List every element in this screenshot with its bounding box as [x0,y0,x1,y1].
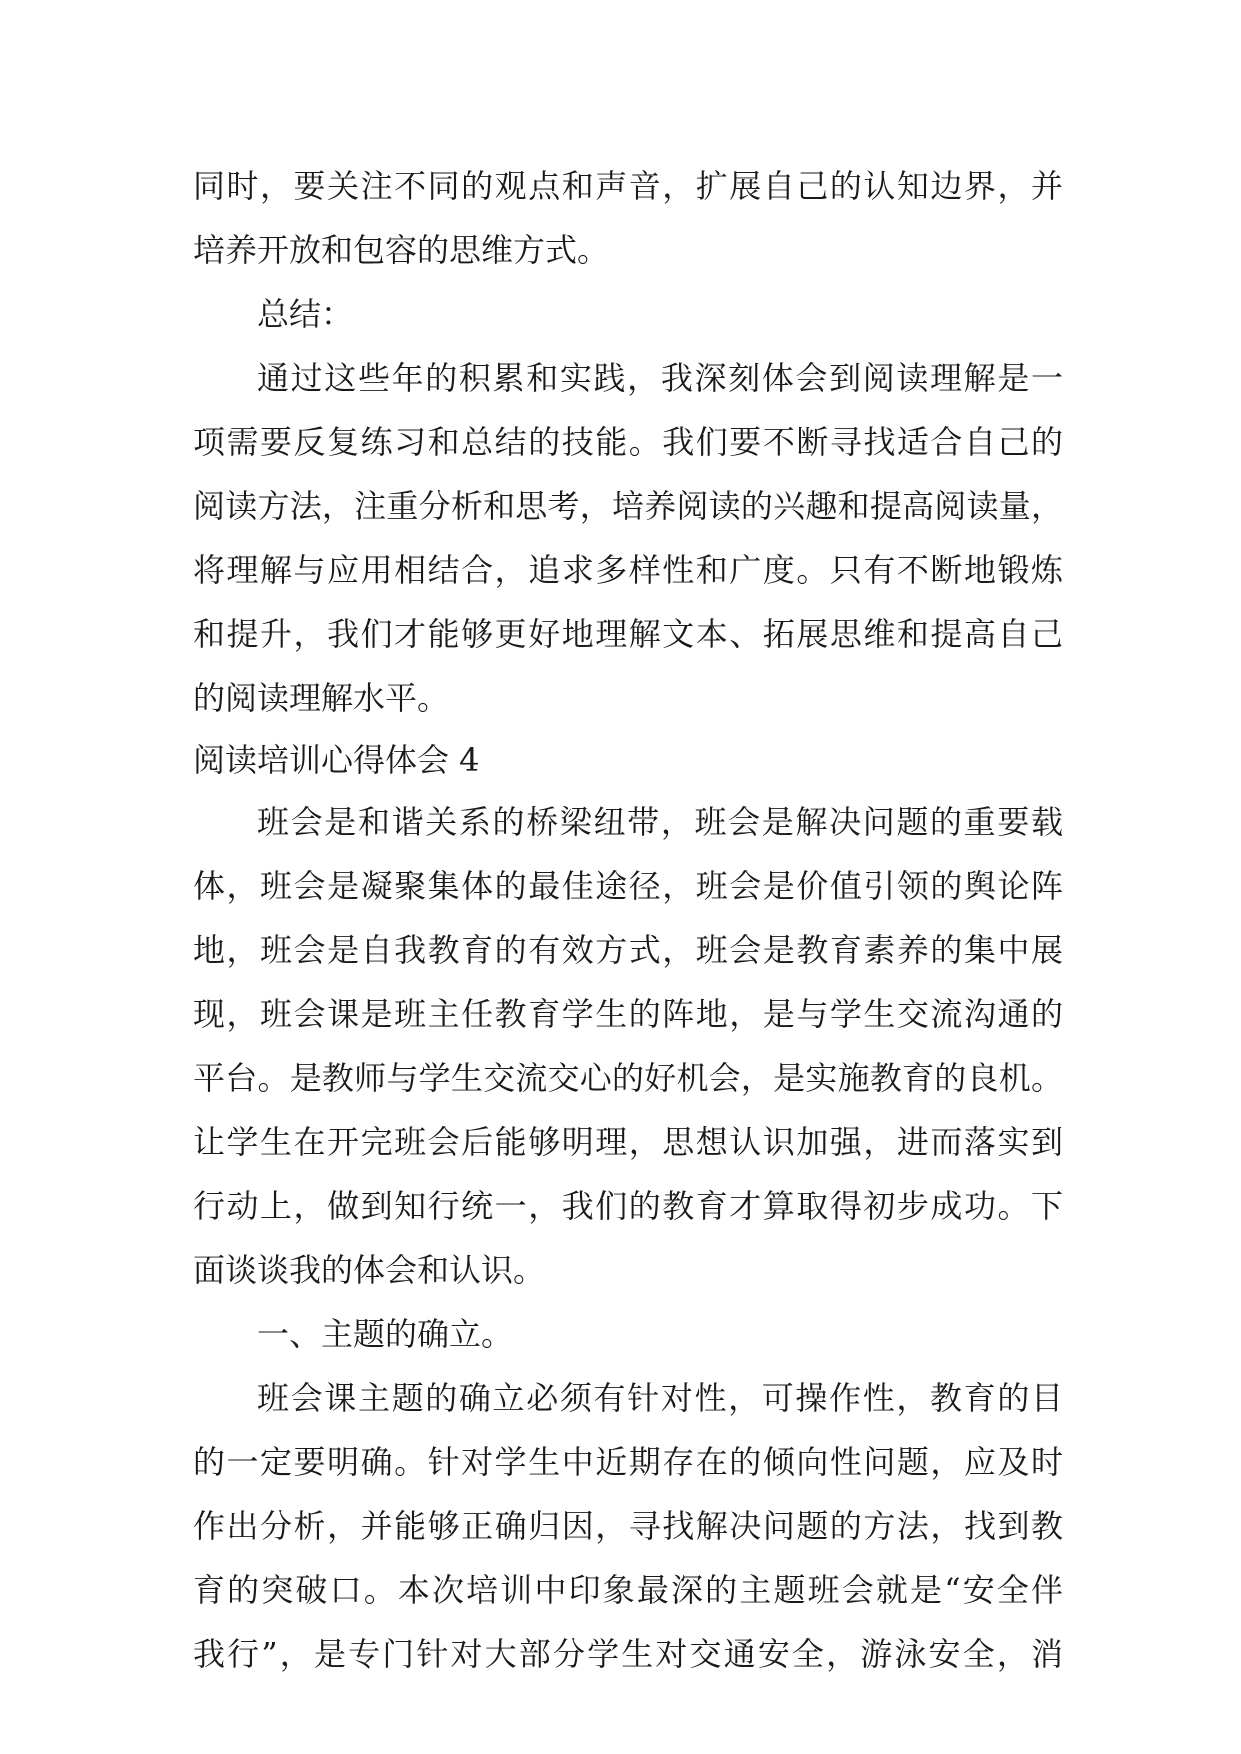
paragraph-line: 班会课主题的确立必须有针对性，可操作性，教育的目 [257,1379,1063,1417]
paragraph-line: 行动上，做到知行统一，我们的教育才算取得初步成功。下 [193,1187,1063,1225]
paragraph-line: 面谈谈我的体会和认识。 [193,1251,546,1289]
paragraph-line: 通过这些年的积累和实践，我深刻体会到阅读理解是一 [257,359,1063,397]
paragraph-line: 体，班会是凝聚集体的最佳途径，班会是价值引领的舆论阵 [193,867,1063,905]
paragraph-line: 的一定要明确。针对学生中近期存在的倾向性问题，应及时 [193,1443,1063,1481]
paragraph-line: 项需要反复练习和总结的技能。我们要不断寻找适合自己的 [193,423,1063,461]
paragraph-line: 现，班会课是班主任教育学生的阵地，是与学生交流沟通的 [193,995,1063,1033]
section-heading: 一、主题的确立。 [257,1315,514,1353]
paragraph-line: 班会是和谐关系的桥梁纽带，班会是解决问题的重要载 [257,803,1063,841]
paragraph-line: 将理解与应用相结合，追求多样性和广度。只有不断地锻炼 [193,551,1063,589]
paragraph-line: 我行”，是专门针对大部分学生对交通安全，游泳安全，消 [193,1635,1063,1673]
paragraph-line: 培养开放和包容的思维方式。 [193,231,610,269]
paragraph-line: 平台。是教师与学生交流交心的好机会，是实施教育的良机。 [193,1059,1063,1097]
paragraph-line: 让学生在开完班会后能够明理，思想认识加强，进而落实到 [193,1123,1063,1161]
paragraph-line: 的阅读理解水平。 [193,679,450,717]
paragraph-line: 育的突破口。本次培训中印象最深的主题班会就是“安全伴 [193,1571,1063,1609]
paragraph-line: 作出分析，并能够正确归因，寻找解决问题的方法，找到教 [193,1507,1063,1545]
paragraph-line: 同时，要关注不同的观点和声音，扩展自己的认知边界，并 [193,167,1063,205]
section-heading: 总结： [257,295,354,333]
article-title: 阅读培训心得体会 4 [193,741,480,779]
paragraph-line: 阅读方法，注重分析和思考，培养阅读的兴趣和提高阅读量， [193,487,1063,525]
paragraph-line: 和提升，我们才能够更好地理解文本、拓展思维和提高自己 [193,615,1063,653]
paragraph-line: 地，班会是自我教育的有效方式，班会是教育素养的集中展 [193,931,1063,969]
